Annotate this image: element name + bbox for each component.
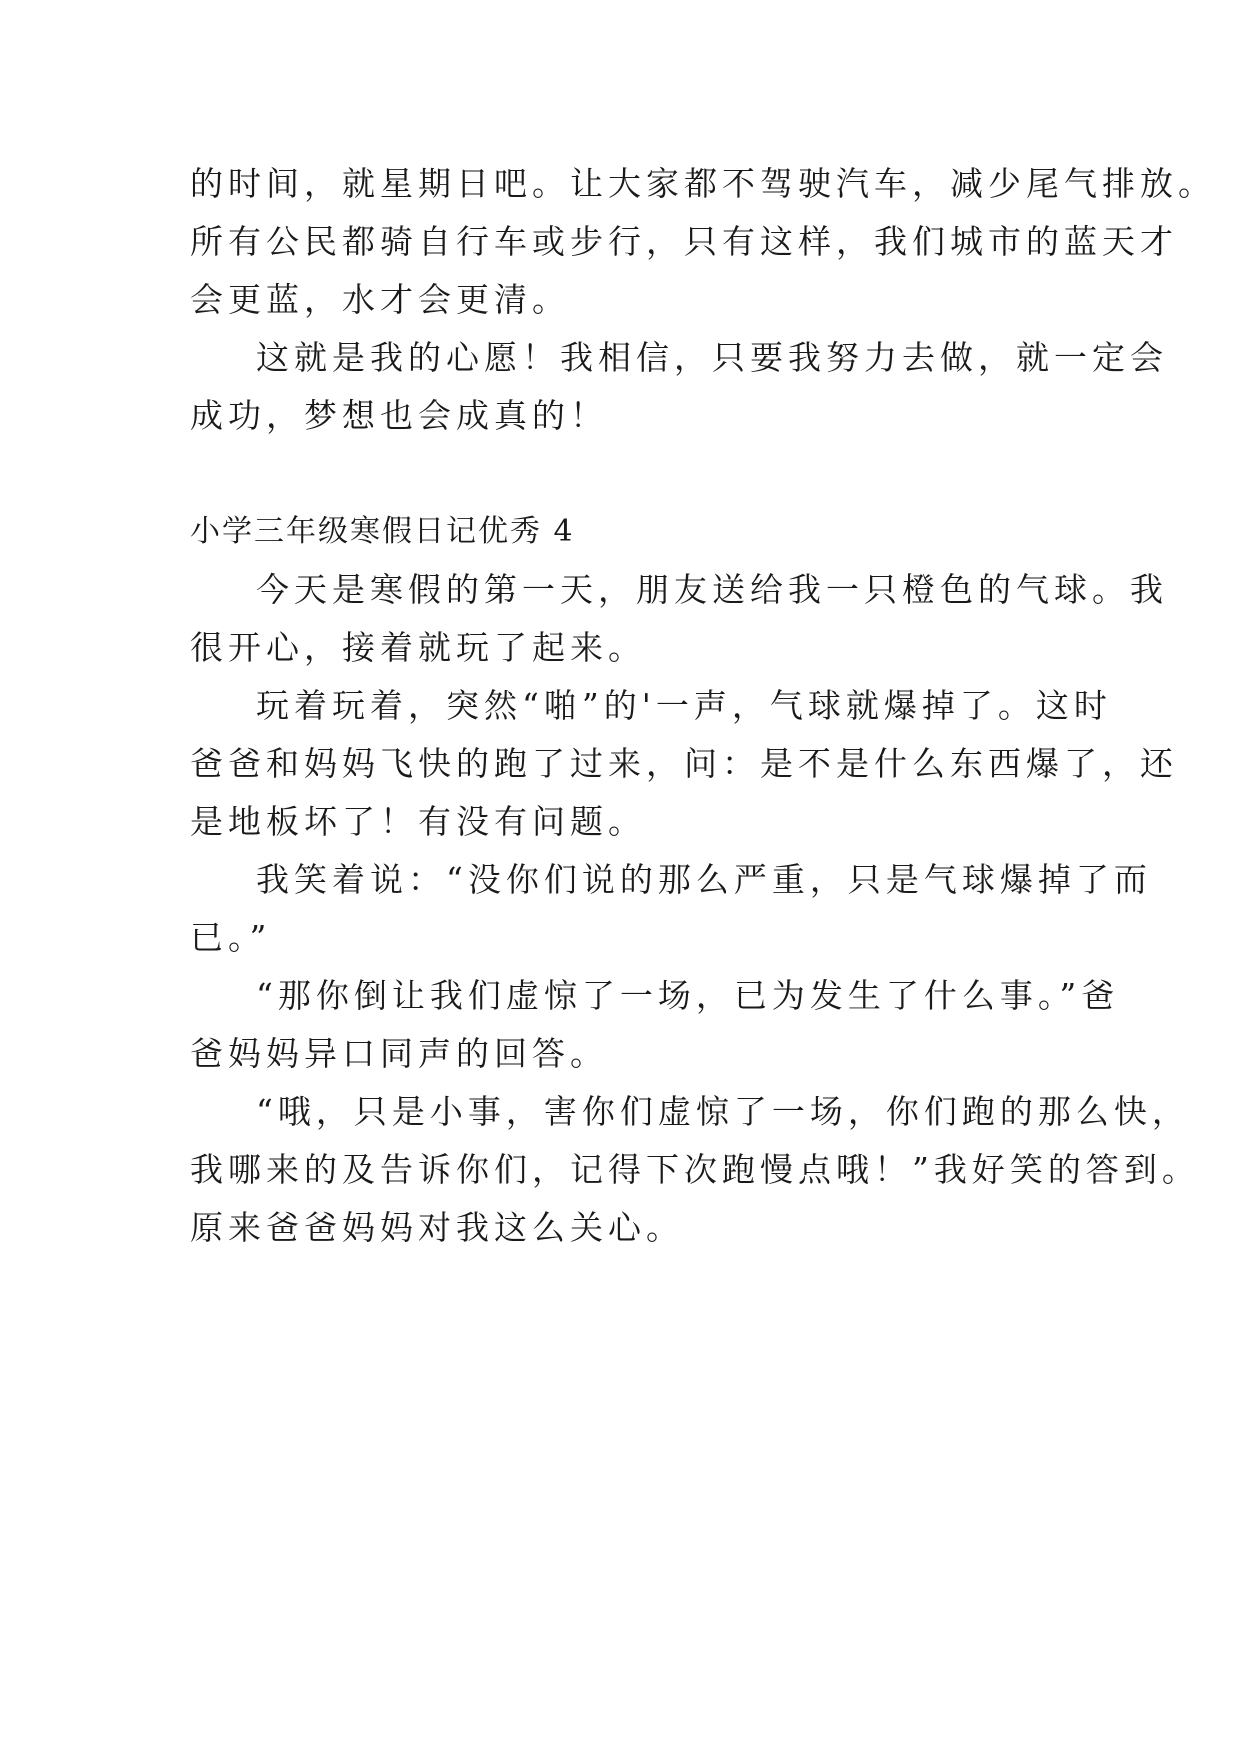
- section-heading: [190, 503, 1060, 561]
- paragraph: [190, 851, 1152, 967]
- text-line: 已。”: [190, 918, 272, 957]
- text-line: 我笑着说：“没你们说的那么严重，只是气球爆掉了而: [256, 860, 1152, 899]
- text-line: 爸妈妈异口同声的回答。: [190, 1034, 608, 1073]
- paragraph: [190, 155, 1216, 329]
- text-line: 的时间，就星期日吧。让大家都不驾驶汽车，减少尾气排放。: [190, 164, 1216, 203]
- text-line: “哦，只是小事，害你们虚惊了一场，你们跑的那么快，: [256, 1092, 1190, 1131]
- paragraph: [190, 967, 1120, 1083]
- text-line: 今天是寒假的第一天，朋友送给我一只橙色的气球。我: [256, 570, 1168, 609]
- heading-text: 小学三年级寒假日记优秀 4: [190, 514, 575, 549]
- paragraph: [190, 677, 1178, 851]
- text-line: 我哪来的及告诉你们，记得下次跑慢点哦！”我好笑的答到。: [190, 1150, 1200, 1189]
- text-line: 这就是我的心愿！我相信，只要我努力去做，就一定会: [256, 338, 1168, 377]
- text-line: 原来爸爸妈妈对我这么关心。: [190, 1208, 684, 1247]
- text-line: “那你倒让我们虚惊了一场，已为发生了什么事。”爸: [256, 976, 1120, 1015]
- text-line: 所有公民都骑自行车或步行，只有这样，我们城市的蓝天才: [190, 222, 1178, 261]
- text-line: 玩着玩着，突然“啪”的'一声，气球就爆掉了。这时: [256, 686, 1112, 725]
- text-line: 是地板坏了！有没有问题。: [190, 802, 646, 841]
- document-body: [190, 155, 1216, 1257]
- text-line: 成功，梦想也会成真的！: [190, 396, 608, 435]
- text-line: 会更蓝，水才会更清。: [190, 280, 570, 319]
- paragraph: [190, 561, 1168, 677]
- text-line: 爸爸和妈妈飞快的跑了过来，问：是不是什么东西爆了，还: [190, 744, 1178, 783]
- section-spacer: [190, 445, 1060, 503]
- paragraph: [190, 329, 1168, 445]
- text-line: 很开心，接着就玩了起来。: [190, 628, 646, 667]
- paragraph: [190, 1083, 1200, 1257]
